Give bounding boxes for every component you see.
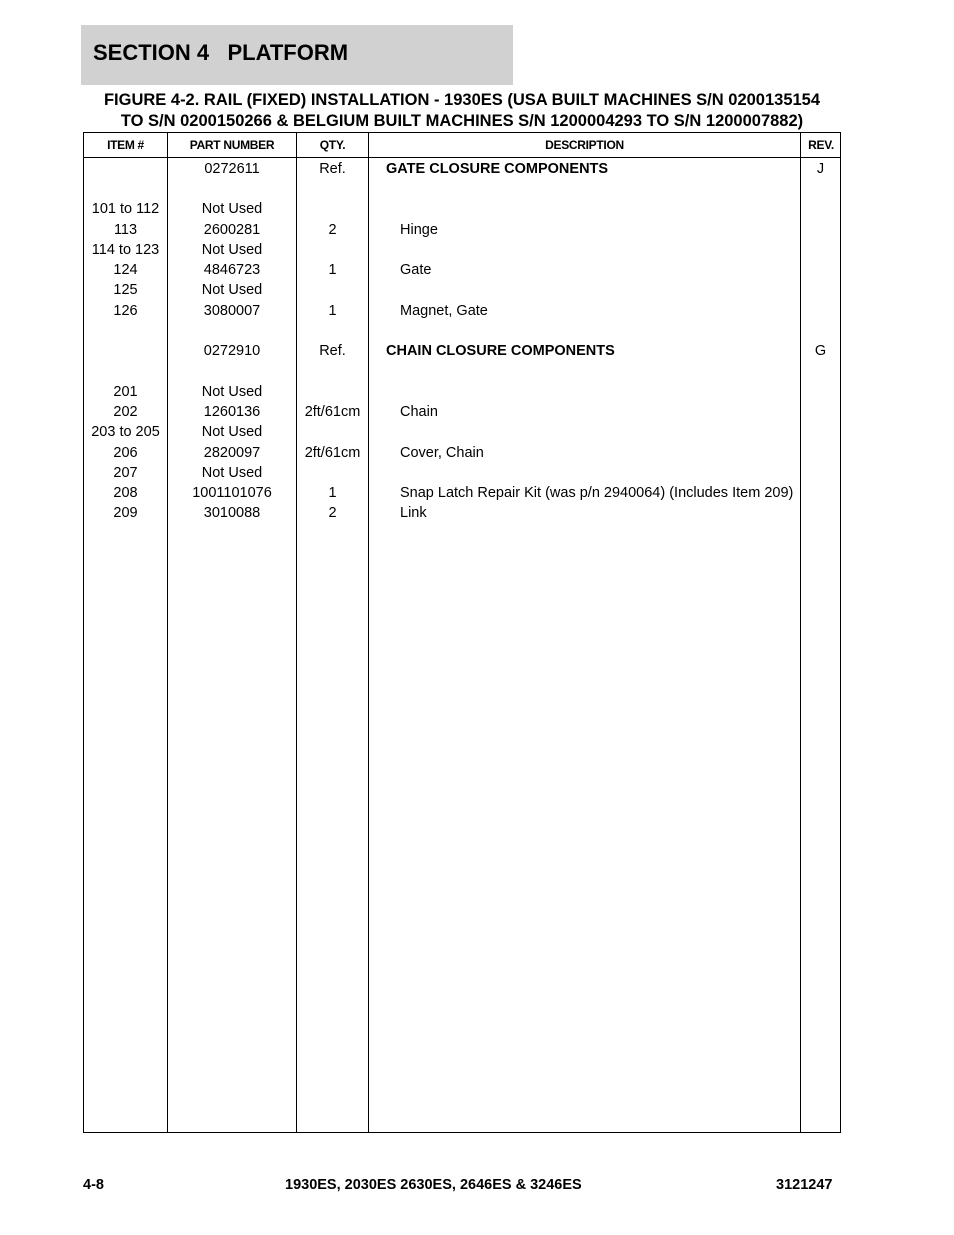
cell-rev: G <box>814 343 827 359</box>
cell-part-number: 4846723 <box>203 262 261 278</box>
header-rev: REV. <box>808 138 834 152</box>
cell-part-number: Not Used <box>201 384 263 400</box>
cell-part-number: 2600281 <box>203 222 261 238</box>
cell-item: 207 <box>113 465 138 481</box>
table-row <box>84 424 840 444</box>
cell-part-number: Not Used <box>201 242 263 258</box>
cell-item: 124 <box>113 262 138 278</box>
cell-qty: 2ft/61cm <box>304 404 361 420</box>
cell-item: 202 <box>113 404 138 420</box>
footer-models: 1930ES, 2030ES 2630ES, 2646ES & 3246ES <box>285 1177 582 1193</box>
footer-page-number: 4-8 <box>83 1177 104 1193</box>
cell-rev: J <box>816 161 825 177</box>
cell-part-number: Not Used <box>201 424 263 440</box>
table-row <box>84 505 840 525</box>
table-row <box>84 303 840 323</box>
parts-table <box>83 132 841 1133</box>
section-title: SECTION 4 PLATFORM <box>93 40 349 65</box>
figure-title-line-2: TO S/N 0200150266 & BELGIUM BUILT MACHINES S/N 1200004293 TO S/N 1200007882) <box>120 112 804 130</box>
cell-part-number: Not Used <box>201 282 263 298</box>
table-row <box>84 404 840 424</box>
table-row <box>84 282 840 302</box>
table-row <box>84 161 840 181</box>
cell-description: GATE CLOSURE COMPONENTS <box>386 161 609 177</box>
table-row <box>84 201 840 221</box>
cell-item: 101 to 112 <box>91 201 160 217</box>
cell-item: 113 <box>113 222 138 238</box>
cell-part-number: Not Used <box>201 201 263 217</box>
cell-description: Gate <box>400 262 432 278</box>
table-row <box>84 262 840 282</box>
cell-part-number: 0272910 <box>203 343 261 359</box>
cell-part-number: 2820097 <box>203 445 261 461</box>
cell-item: 125 <box>113 282 138 298</box>
header-item: ITEM # <box>107 138 144 152</box>
table-row <box>84 465 840 485</box>
cell-qty: 1 <box>328 303 337 319</box>
table-row <box>84 384 840 404</box>
cell-item: 208 <box>113 485 138 501</box>
cell-description: Magnet, Gate <box>400 303 488 319</box>
table-row <box>84 445 840 465</box>
table-row <box>84 343 840 363</box>
cell-description: Hinge <box>400 222 438 238</box>
cell-description: Link <box>400 505 427 521</box>
cell-qty: Ref. <box>319 161 346 177</box>
cell-description: Chain <box>400 404 438 420</box>
cell-qty: Ref. <box>319 343 346 359</box>
footer-doc-number: 3121247 <box>776 1177 833 1193</box>
figure-title <box>60 90 864 132</box>
cell-item: 203 to 205 <box>91 424 160 440</box>
header-description: DESCRIPTION <box>545 138 624 152</box>
header-qty: QTY. <box>319 138 346 152</box>
cell-qty: 1 <box>328 262 337 278</box>
cell-item: 201 <box>113 384 138 400</box>
cell-item: 114 to 123 <box>91 242 160 258</box>
table-row <box>84 242 840 262</box>
table-row <box>84 222 840 242</box>
cell-description: CHAIN CLOSURE COMPONENTS <box>386 343 615 359</box>
cell-item: 209 <box>113 505 138 521</box>
cell-qty: 2ft/61cm <box>304 445 361 461</box>
header-part-number: PART NUMBER <box>189 138 275 152</box>
cell-part-number: 0272611 <box>204 161 260 177</box>
cell-description: Cover, Chain <box>400 445 484 461</box>
cell-part-number: Not Used <box>201 465 263 481</box>
cell-qty: 2 <box>328 505 337 521</box>
cell-part-number: 1260136 <box>203 404 261 420</box>
cell-item: 126 <box>113 303 138 319</box>
header-rule <box>84 157 840 158</box>
table-row <box>84 485 840 505</box>
cell-part-number: 3010088 <box>203 505 261 521</box>
cell-qty: 1 <box>328 485 337 501</box>
cell-qty: 2 <box>328 222 337 238</box>
cell-part-number: 1001101076 <box>192 485 272 501</box>
figure-title-line-1: FIGURE 4-2. RAIL (FIXED) INSTALLATION - 1930ES (USA BUILT MACHINES S/N 0200135154 <box>103 91 821 109</box>
cell-item: 206 <box>113 445 138 461</box>
cell-part-number: 3080007 <box>203 303 261 319</box>
cell-description: Snap Latch Repair Kit (was p/n 2940064) (Includes Item 209) <box>400 485 794 501</box>
